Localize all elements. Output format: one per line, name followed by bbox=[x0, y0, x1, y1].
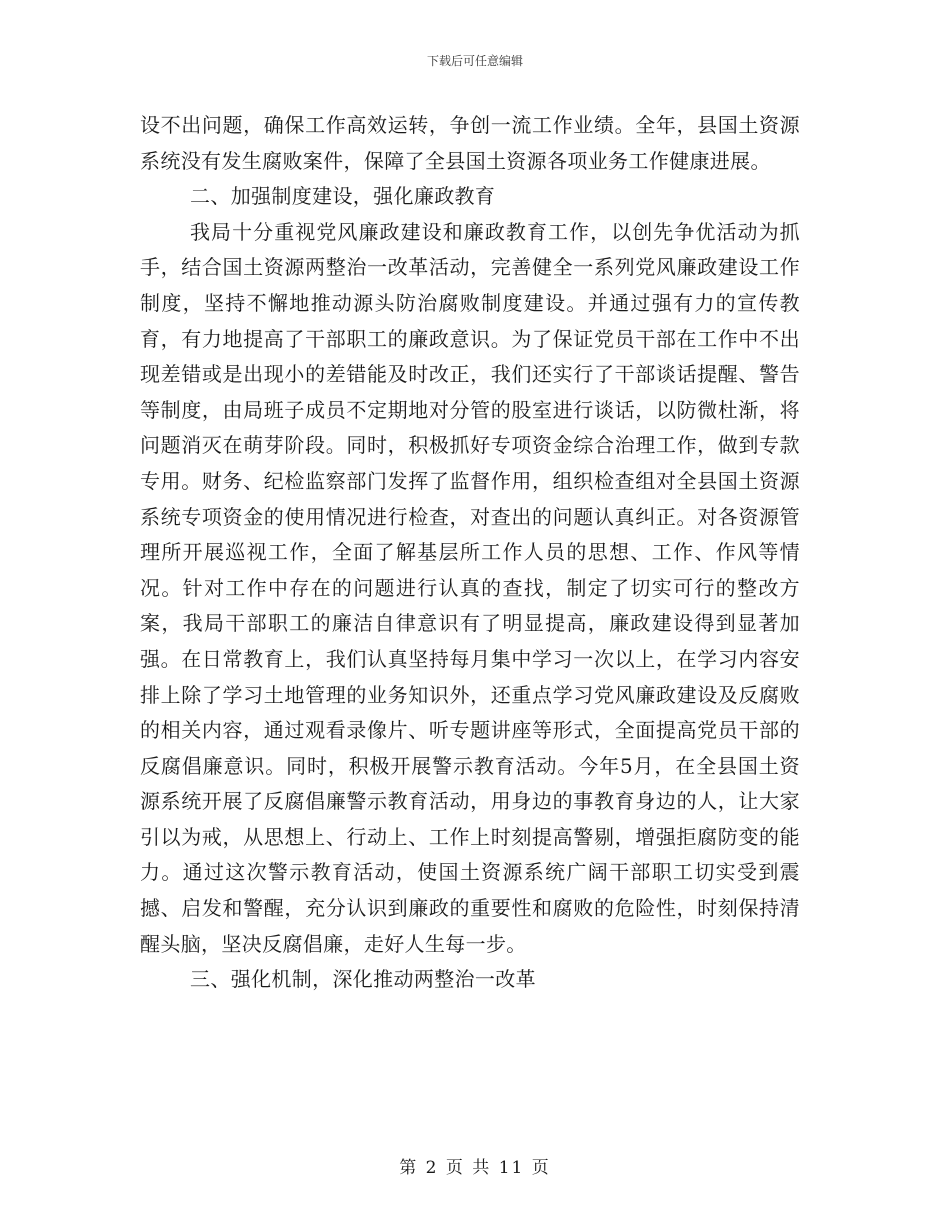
page-header: 下载后可任意编辑 bbox=[426, 54, 523, 68]
section-heading-2: 二、加强制度建设，强化廉政教育 bbox=[190, 184, 496, 209]
page-number-footer: 第 2 页 共 11 页 bbox=[399, 1158, 551, 1178]
section-heading-3: 三、强化机制，深化推动两整治一改革 bbox=[190, 967, 536, 992]
paragraph-continuation: 设不出问题，确保工作高效运转，争创一流工作业绩。全年，县国土资源系统没有发生腐败案件，保障了全县国土资源各项业务工作健康进展。 bbox=[140, 113, 800, 173]
paragraph-body: 我局十分重视党风廉政建设和廉政教育工作，以创先争优活动为抓手，结合国土资源两整治一改革活动，完善健全一系列党风廉政建设工作制度，坚持不懈地推动源头防治腐败制度建设。并通过强有力的宣传教育，有力地提高了干部职工的廉政意识。为了保证党员干部在工作中不出现差错或是出现小的差错能及时改正，我们还实行了干部谈话提醒、警告等制度，由局班子成员不定期地对分管的股室进行谈话，以防微杜渐，将问题消灭在萌芽阶段。同时，积极抓好专项资金综合治理工作，做到专款专用。财务、纪检监察部门发挥了监督作用，组织检查组对全县国土资源系统专项资金的使用情况进行检查，对查出的问题认真纠正。对各资源管理所开展巡视工作，全面了解基层所工作人员的思想、工作、作风等情况。针对工作中存在的问题进行认真的查找，制定了切实可行的整改方案，我局干部职工的廉洁自律意识有了明显提高，廉政建设得到显著加强。在日常教育上，我们认真坚持每月集中学习一次以上，在学习内容安排上除了学习土地管理的业务知识外，还重点学习党风廉政建设及反腐败的相关内容，通过观看录像片、听专题讲座等形式，全面提高党员干部的反腐倡廉意识。同时，积极开展警示教育活动。今年5月，在全县国土资源系统开展了反腐倡廉警示教育活动，用身边的事教育身边的人，让大家引以为戒，从思想上、行动上、工作上时刻提高警剔，增强拒腐防变的能力。通过这次警示教育活动，使国土资源系统广阔干部职工切实受到震撼、启发和警醒，充分认识到廉政的重要性和腐败的危险性，时刻保持清醒头脑，坚决反腐倡廉，走好人生每一步。 bbox=[140, 219, 800, 956]
document-body bbox=[140, 108, 800, 998]
